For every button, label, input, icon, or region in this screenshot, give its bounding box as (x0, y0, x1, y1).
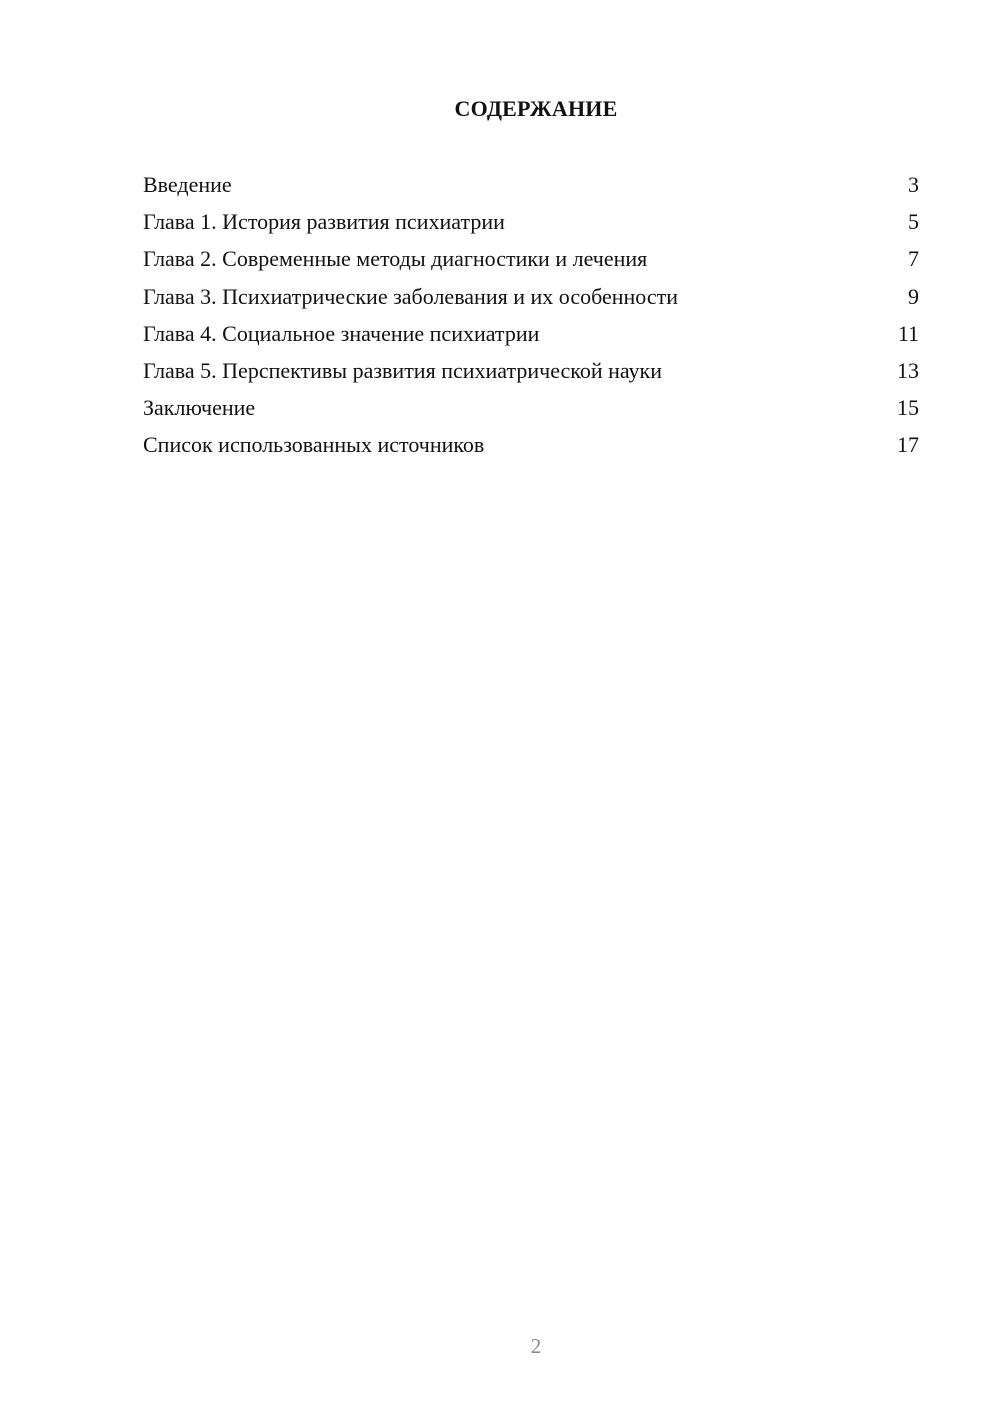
toc-entry (143, 166, 919, 203)
toc-entry-page: 15 (897, 395, 919, 421)
toc-entry-label: Глава 2. Современные методы диагностики и лечения (143, 246, 648, 272)
toc-entry-page: 11 (897, 320, 919, 346)
toc-entry-label: Глава 1. История развития психиатрии (143, 209, 505, 235)
toc-entry (143, 315, 919, 352)
toc-entry-page: 3 (908, 172, 919, 197)
toc-entry (143, 426, 919, 463)
toc-entry (143, 240, 919, 277)
toc-entry-page: 5 (908, 209, 919, 235)
toc-entry-page: 7 (908, 246, 919, 272)
toc-entry-page: 13 (897, 357, 919, 383)
toc-entry-page: 9 (908, 283, 919, 309)
table-of-contents (143, 166, 919, 464)
toc-entry-label: Заключение (143, 395, 256, 421)
page-number: 2 (530, 1334, 542, 1358)
toc-entry (143, 389, 919, 426)
toc-entry (143, 352, 919, 389)
toc-entry-label: Введение (143, 172, 232, 197)
page-title: СОДЕРЖАНИЕ (454, 96, 618, 121)
toc-entry (143, 278, 919, 315)
toc-entry-label: Глава 4. Социальное значение психиатрии (143, 320, 540, 346)
toc-entry-label: Глава 3. Психиатрические заболевания и их особенности (143, 283, 678, 309)
toc-entry-label: Список использованных источников (143, 432, 485, 458)
toc-entry (143, 203, 919, 240)
toc-entry-label: Глава 5. Перспективы развития психиатрической науки (143, 357, 663, 383)
toc-entry-page: 17 (897, 432, 919, 458)
